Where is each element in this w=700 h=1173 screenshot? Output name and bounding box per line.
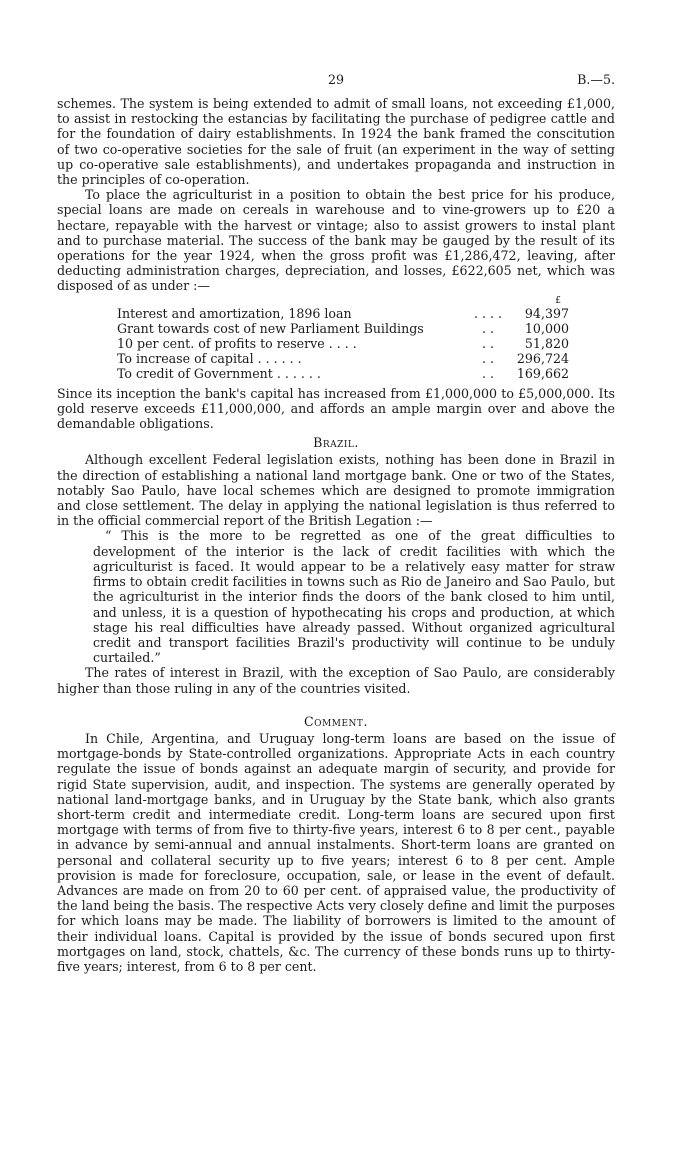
paragraph-schemes: schemes. The system is being extended to admit of small loans, not exceeding £1,000, to assist in restocking the estancias by facilitating the purchase of pedigree cattle and for the foundation of dairy establishments. In 1924 the bank framed the conscitution of two co-operative societies for the sale of fruit (an experiment in the way of setting up co-operative sale establishments), and undertakes propaganda and instruction in the principles of co-operation. [57, 96, 615, 188]
section-heading-comment: Comment. [304, 713, 368, 729]
table-row [117, 321, 569, 336]
row-amount: 169,662 [516, 366, 569, 382]
table-row [117, 336, 569, 351]
paragraph-capital: Since its inception the bank's capital has increased from £1,000,000 to £5,000,000. Its gold reserve exceeds £11,000,000, and affords an ample margin over and above the demandable obligations. [57, 385, 615, 432]
row-leader: . . [481, 351, 494, 367]
profit-distribution-table [117, 296, 569, 382]
paragraph-brazil-intro: Although excellent Federal legislation exists, nothing has been done in Brazil in the direction of establishing a national land mortgage bank. One or two of the States, notably Sao Paulo, have local schemes which are designed to promote immigration and close settlement. The delay in applying the national legislation is thus referred to in the official commercial report of the British Legation :— [57, 452, 615, 529]
page-header [57, 72, 615, 94]
currency-unit: £ [555, 295, 561, 306]
table-row [117, 366, 569, 381]
paragraph-brazil-rates: The rates of interest in Brazil, with the exception of Sao Paulo, are considerably higher than those ruling in any of the countries visited. [57, 665, 615, 696]
row-amount: 10,000 [524, 320, 569, 336]
row-label: 10 per cent. of profits to reserve . . . . [117, 336, 357, 352]
row-leader: . . [481, 336, 494, 352]
page-number: 29 [327, 72, 345, 87]
row-leader: . . [481, 320, 494, 336]
row-amount: 51,820 [524, 336, 569, 352]
table-row [117, 306, 569, 321]
row-amount: 94,397 [524, 305, 569, 321]
paragraph-agriculturist: To place the agriculturist in a position to obtain the best price for his produce, special loans are made on cereals in warehouse and to vine-growers up to £20 a hectare, repayable with the harvest or vintage; also to assist growers to instal plant and to purchase material. The success of the bank may be gauged by the result of its operations for the year 1924, when the gross profit was £1,286,472, leaving, after deducting administration charges, depreciation, and losses, £622,605 net, which was disposed of as under :— [57, 187, 615, 294]
paragraph-comment: In Chile, Argentina, and Uruguay long-term loans are based on the issue of mortgage-bonds by State-controlled organizations. Appropriate Acts in each country regulate the issue of bonds against an adequate margin of security, and provide for rigid State supervision, audit, and inspection. The systems are generally operated by national land-mortgage banks, and in Uruguay by the State bank, which also grants short-term credit and intermediate credit. Long-term loans are secured upon first mortgage with terms of from five to thirty-five years, interest 6 to 8 per cent., payable in advance by semi-annual and annual instalments. Short-term loans are granted on personal and collateral security up to five years; interest 6 to 8 per cent. Ample provision is made for foreclosure, occupation, sale, or lease in the event of default. Advances are made on from 20 to 60 per cent. of appraised value, the productivity of the land being the basis. The respective Acts very closely define and limit the purposes for which loans may be made. The liability of borrowers is limited to the amount of their individual loans. Capital is provided by the issue of bonds secured upon first mortgages on land, stock, chattels, &c. The currency of these bonds runs up to thirty-five years; interest, from 6 to 8 per cent. [57, 730, 615, 974]
row-leader: . . [481, 366, 494, 382]
row-label: To increase of capital . . . . . . [117, 351, 302, 367]
legation-quote: “ This is the more to be regretted as one of the great difficulties to development of the interior is the lack of credit facilities with which the agriculturist is faced. It would appear to be a relatively easy matter for straw firms to obtain credit facilities in towns such as Rio de Janeiro and Sao Paulo, but the agriculturist in the interior finds the doors of the bank closed to him until, and unless, it is a question of hypothecating his crops and production, at which stage his real difficulties have already passed. Without organized agricultural credit and transport facilities Brazil's productivity will continue to be unduly curtailed.” [93, 528, 615, 666]
row-label: Interest and amortization, 1896 loan [117, 305, 352, 321]
table-row [117, 351, 569, 366]
section-heading-brazil: Brazil. [313, 435, 359, 451]
row-label: Grant towards cost of new Parliament Buildings [117, 320, 424, 336]
row-amount: 296,724 [516, 351, 569, 367]
row-label: To credit of Government . . . . . . [117, 366, 321, 382]
document-reference: B.—5. [577, 72, 615, 87]
row-leader: . . . . [473, 305, 503, 321]
